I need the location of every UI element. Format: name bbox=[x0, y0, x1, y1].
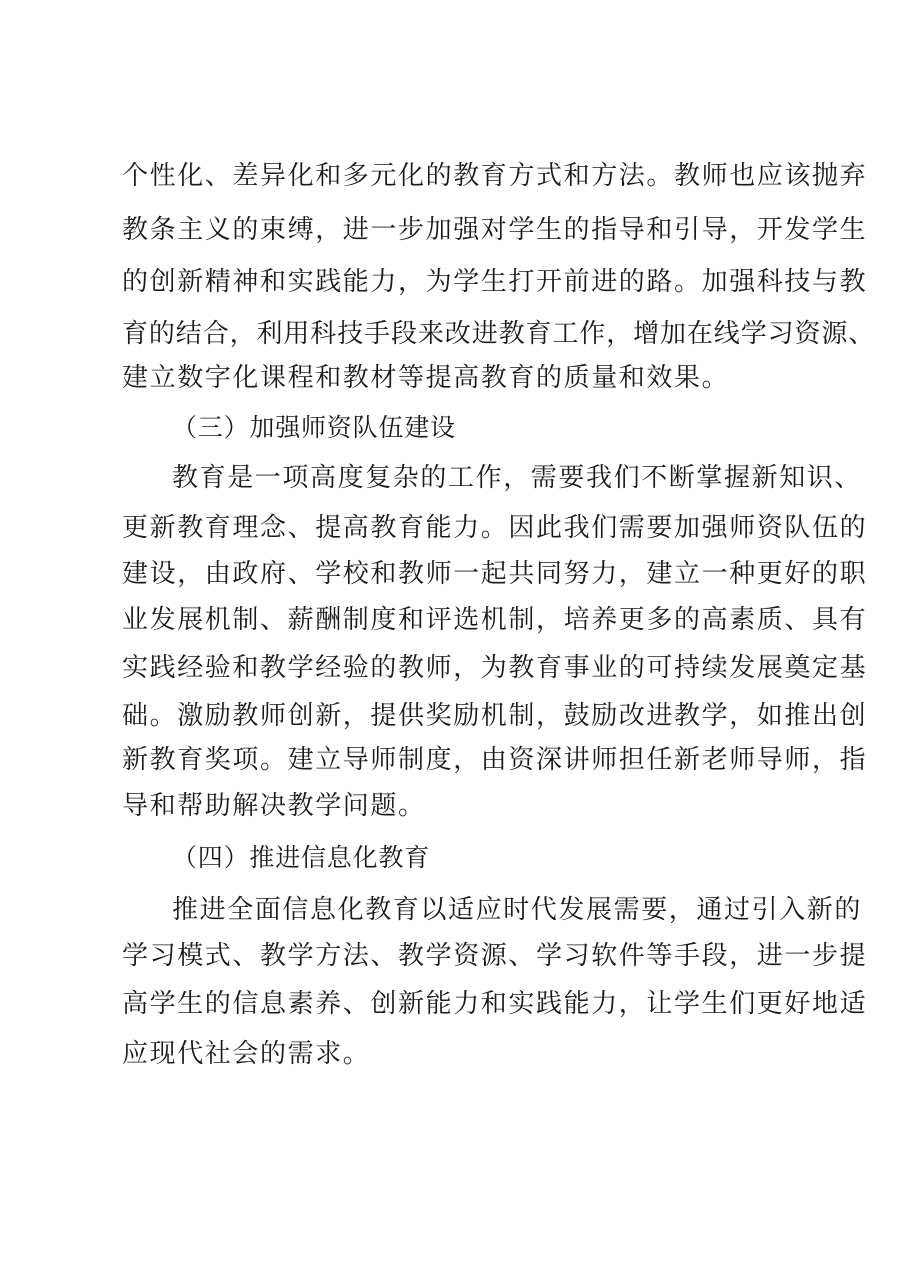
paragraph-line: 教条主义的束缚，进一步加强对学生的指导和引导，开发学生 bbox=[122, 215, 868, 245]
paragraph-line: 建立数字化课程和教材等提高教育的质量和效果。 bbox=[122, 363, 730, 393]
paragraph-line: 学习模式、教学方法、教学资源、学习软件等手段，进一步提 bbox=[122, 941, 868, 971]
paragraph-line: 实践经验和教学经验的教师，为教育事业的可持续发展奠定基 bbox=[122, 653, 868, 683]
paragraph-line: 个性化、差异化和多元化的教育方式和方法。教师也应该抛弃 bbox=[122, 161, 868, 191]
paragraph-line: 应现代社会的需求。 bbox=[122, 1039, 371, 1069]
paragraph-line: 更新教育理念、提高教育能力。因此我们需要加强师资队伍的 bbox=[122, 513, 868, 543]
paragraph-line: 的创新精神和实践能力，为学生打开前进的路。加强科技与教 bbox=[122, 267, 868, 297]
paragraph-line: 新教育奖项。建立导师制度，由资深讲师担任新老师导师，指 bbox=[122, 745, 868, 775]
paragraph-line: 导和帮助解决教学问题。 bbox=[122, 791, 426, 821]
paragraph-line: 推进全面信息化教育以适应时代发展需要，通过引入新的 bbox=[172, 895, 863, 925]
section-heading-4: （四）推进信息化教育 bbox=[172, 843, 431, 872]
paragraph-line: 育的结合，利用科技手段来改进教育工作，增加在线学习资源、 bbox=[122, 319, 876, 349]
paragraph-line: 教育是一项高度复杂的工作，需要我们不断掌握新知识、 bbox=[172, 463, 863, 493]
paragraph-line: 业发展机制、薪酬制度和评选机制，培养更多的高素质、具有 bbox=[122, 605, 868, 635]
paragraph-line: 建设，由政府、学校和教师一起共同努力，建立一种更好的职 bbox=[122, 559, 868, 589]
paragraph-line: 高学生的信息素养、创新能力和实践能力，让学生们更好地适 bbox=[122, 989, 868, 1019]
paragraph-line: 础。激励教师创新，提供奖励机制，鼓励改进教学，如推出创 bbox=[122, 701, 868, 731]
section-heading-3: （三）加强师资队伍建设 bbox=[172, 413, 456, 442]
